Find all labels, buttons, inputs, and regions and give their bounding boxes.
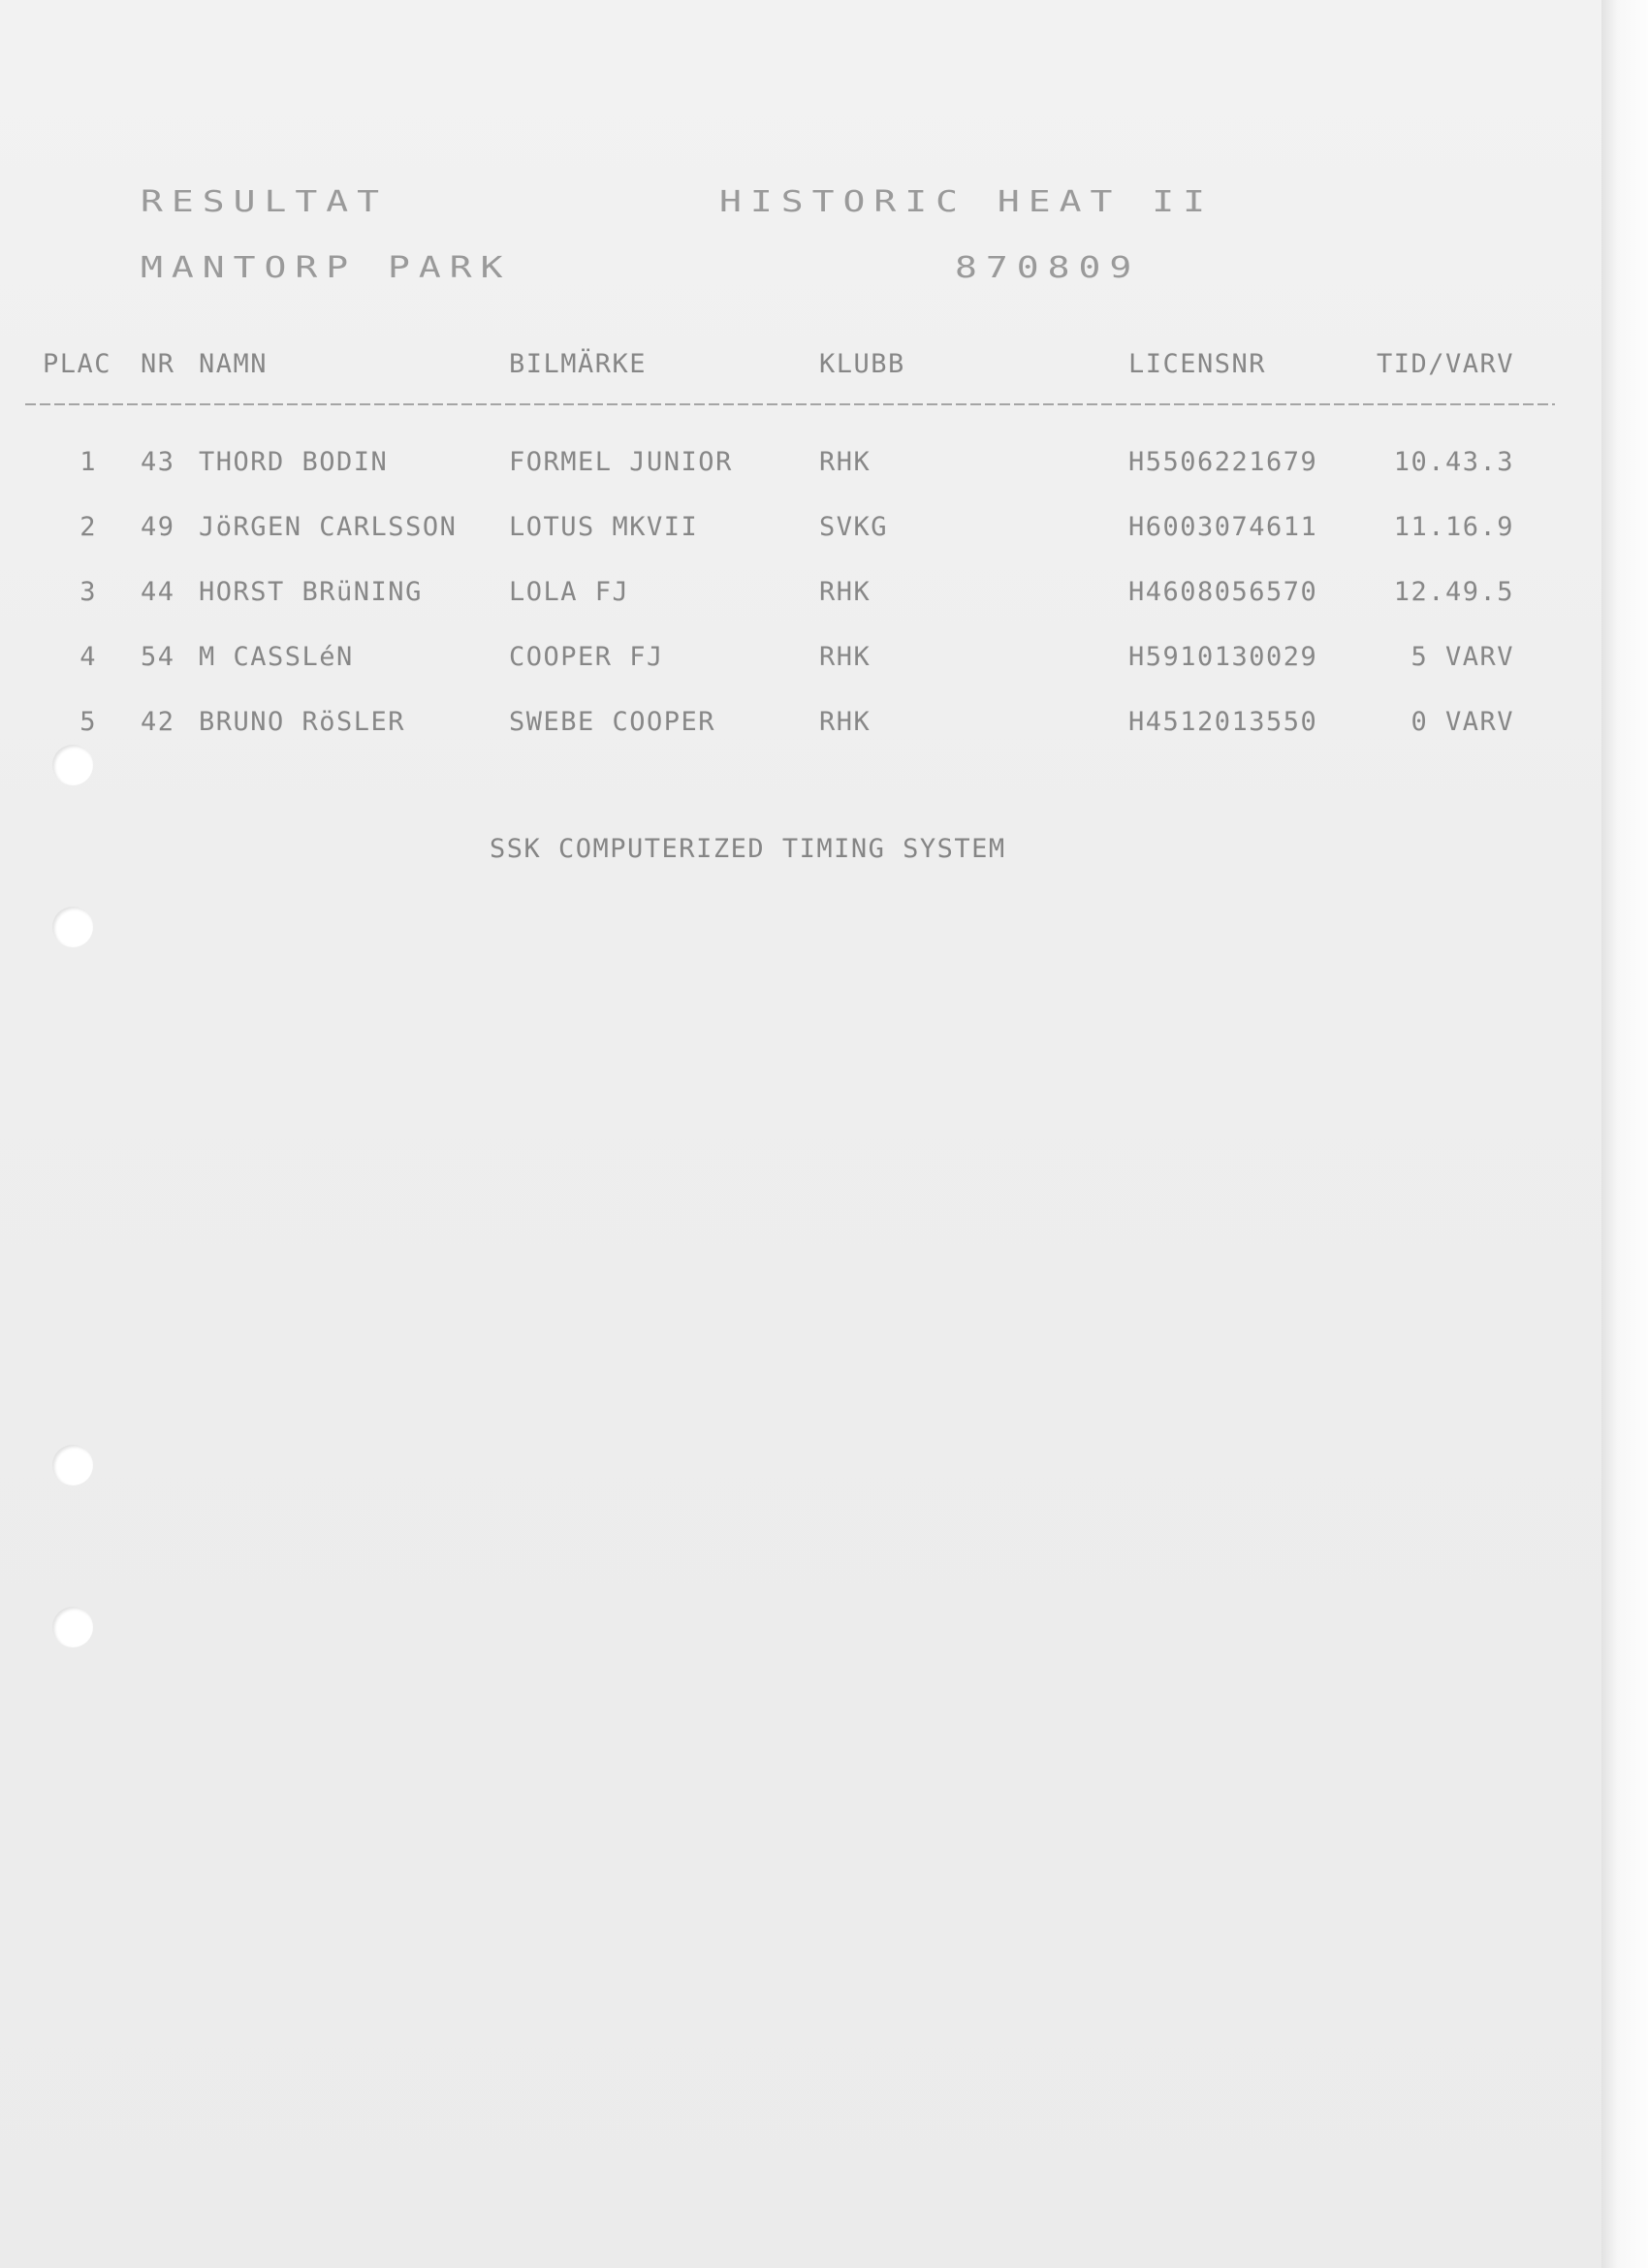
column-header-bilmarke: BILMÄRKE	[509, 349, 648, 379]
event-date: 870809	[955, 250, 1141, 285]
cell-nr: 44	[141, 577, 175, 607]
paper-edge	[1601, 0, 1648, 2268]
cell-bilmarke: LOTUS MKVII	[509, 512, 699, 542]
cell-licensnr: H5910130029	[1128, 642, 1318, 672]
cell-bilmarke: COOPER FJ	[509, 642, 664, 672]
cell-tid-varv: 5 VARV	[1410, 642, 1514, 672]
cell-nr: 42	[141, 707, 175, 737]
cell-bilmarke: LOLA FJ	[509, 577, 630, 607]
cell-licensnr: H4512013550	[1128, 707, 1318, 737]
column-header-licensnr: LICENSNR	[1128, 349, 1267, 379]
cell-licensnr: H6003074611	[1128, 512, 1318, 542]
punch-hole	[52, 1607, 93, 1647]
cell-nr: 43	[141, 447, 175, 477]
cell-klubb: SVKG	[819, 512, 889, 542]
column-header-tid-varv: TID/VARV	[1376, 349, 1514, 379]
cell-klubb: RHK	[819, 577, 872, 607]
cell-plac: 4	[79, 642, 97, 672]
column-header-plac: PLAC	[43, 349, 112, 379]
cell-namn: M CASSLéN	[199, 642, 354, 672]
cell-plac: 1	[79, 447, 97, 477]
cell-tid-varv: 10.43.3	[1393, 447, 1514, 477]
column-header-nr: NR	[141, 349, 175, 379]
cell-bilmarke: SWEBE COOPER	[509, 707, 716, 737]
cell-plac: 5	[79, 707, 97, 737]
cell-namn: JöRGEN CARLSSON	[199, 512, 458, 542]
cell-tid-varv: 0 VARV	[1410, 707, 1514, 737]
event-title: HISTORIC HEAT II	[719, 184, 1215, 219]
cell-plac: 2	[79, 512, 97, 542]
cell-nr: 54	[141, 642, 175, 672]
column-header-namn: NAMN	[199, 349, 269, 379]
venue-title: MANTORP PARK	[141, 250, 512, 285]
cell-namn: BRUNO RöSLER	[199, 707, 406, 737]
punch-hole	[52, 1445, 93, 1485]
cell-licensnr: H4608056570	[1128, 577, 1318, 607]
punch-hole	[52, 745, 93, 785]
result-title: RESULTAT	[141, 184, 389, 219]
cell-tid-varv: 12.49.5	[1393, 577, 1514, 607]
cell-klubb: RHK	[819, 707, 872, 737]
cell-namn: THORD BODIN	[199, 447, 389, 477]
cell-klubb: RHK	[819, 447, 872, 477]
column-header-klubb: KLUBB	[819, 349, 905, 379]
footer-note: SSK COMPUTERIZED TIMING SYSTEM	[490, 834, 1006, 864]
cell-klubb: RHK	[819, 642, 872, 672]
cell-namn: HORST BRüNING	[199, 577, 423, 607]
cell-plac: 3	[79, 577, 97, 607]
punch-hole	[52, 907, 93, 947]
cell-tid-varv: 11.16.9	[1393, 512, 1514, 542]
cell-nr: 49	[141, 512, 175, 542]
cell-bilmarke: FORMEL JUNIOR	[509, 447, 733, 477]
header-divider	[25, 403, 1555, 405]
cell-licensnr: H5506221679	[1128, 447, 1318, 477]
